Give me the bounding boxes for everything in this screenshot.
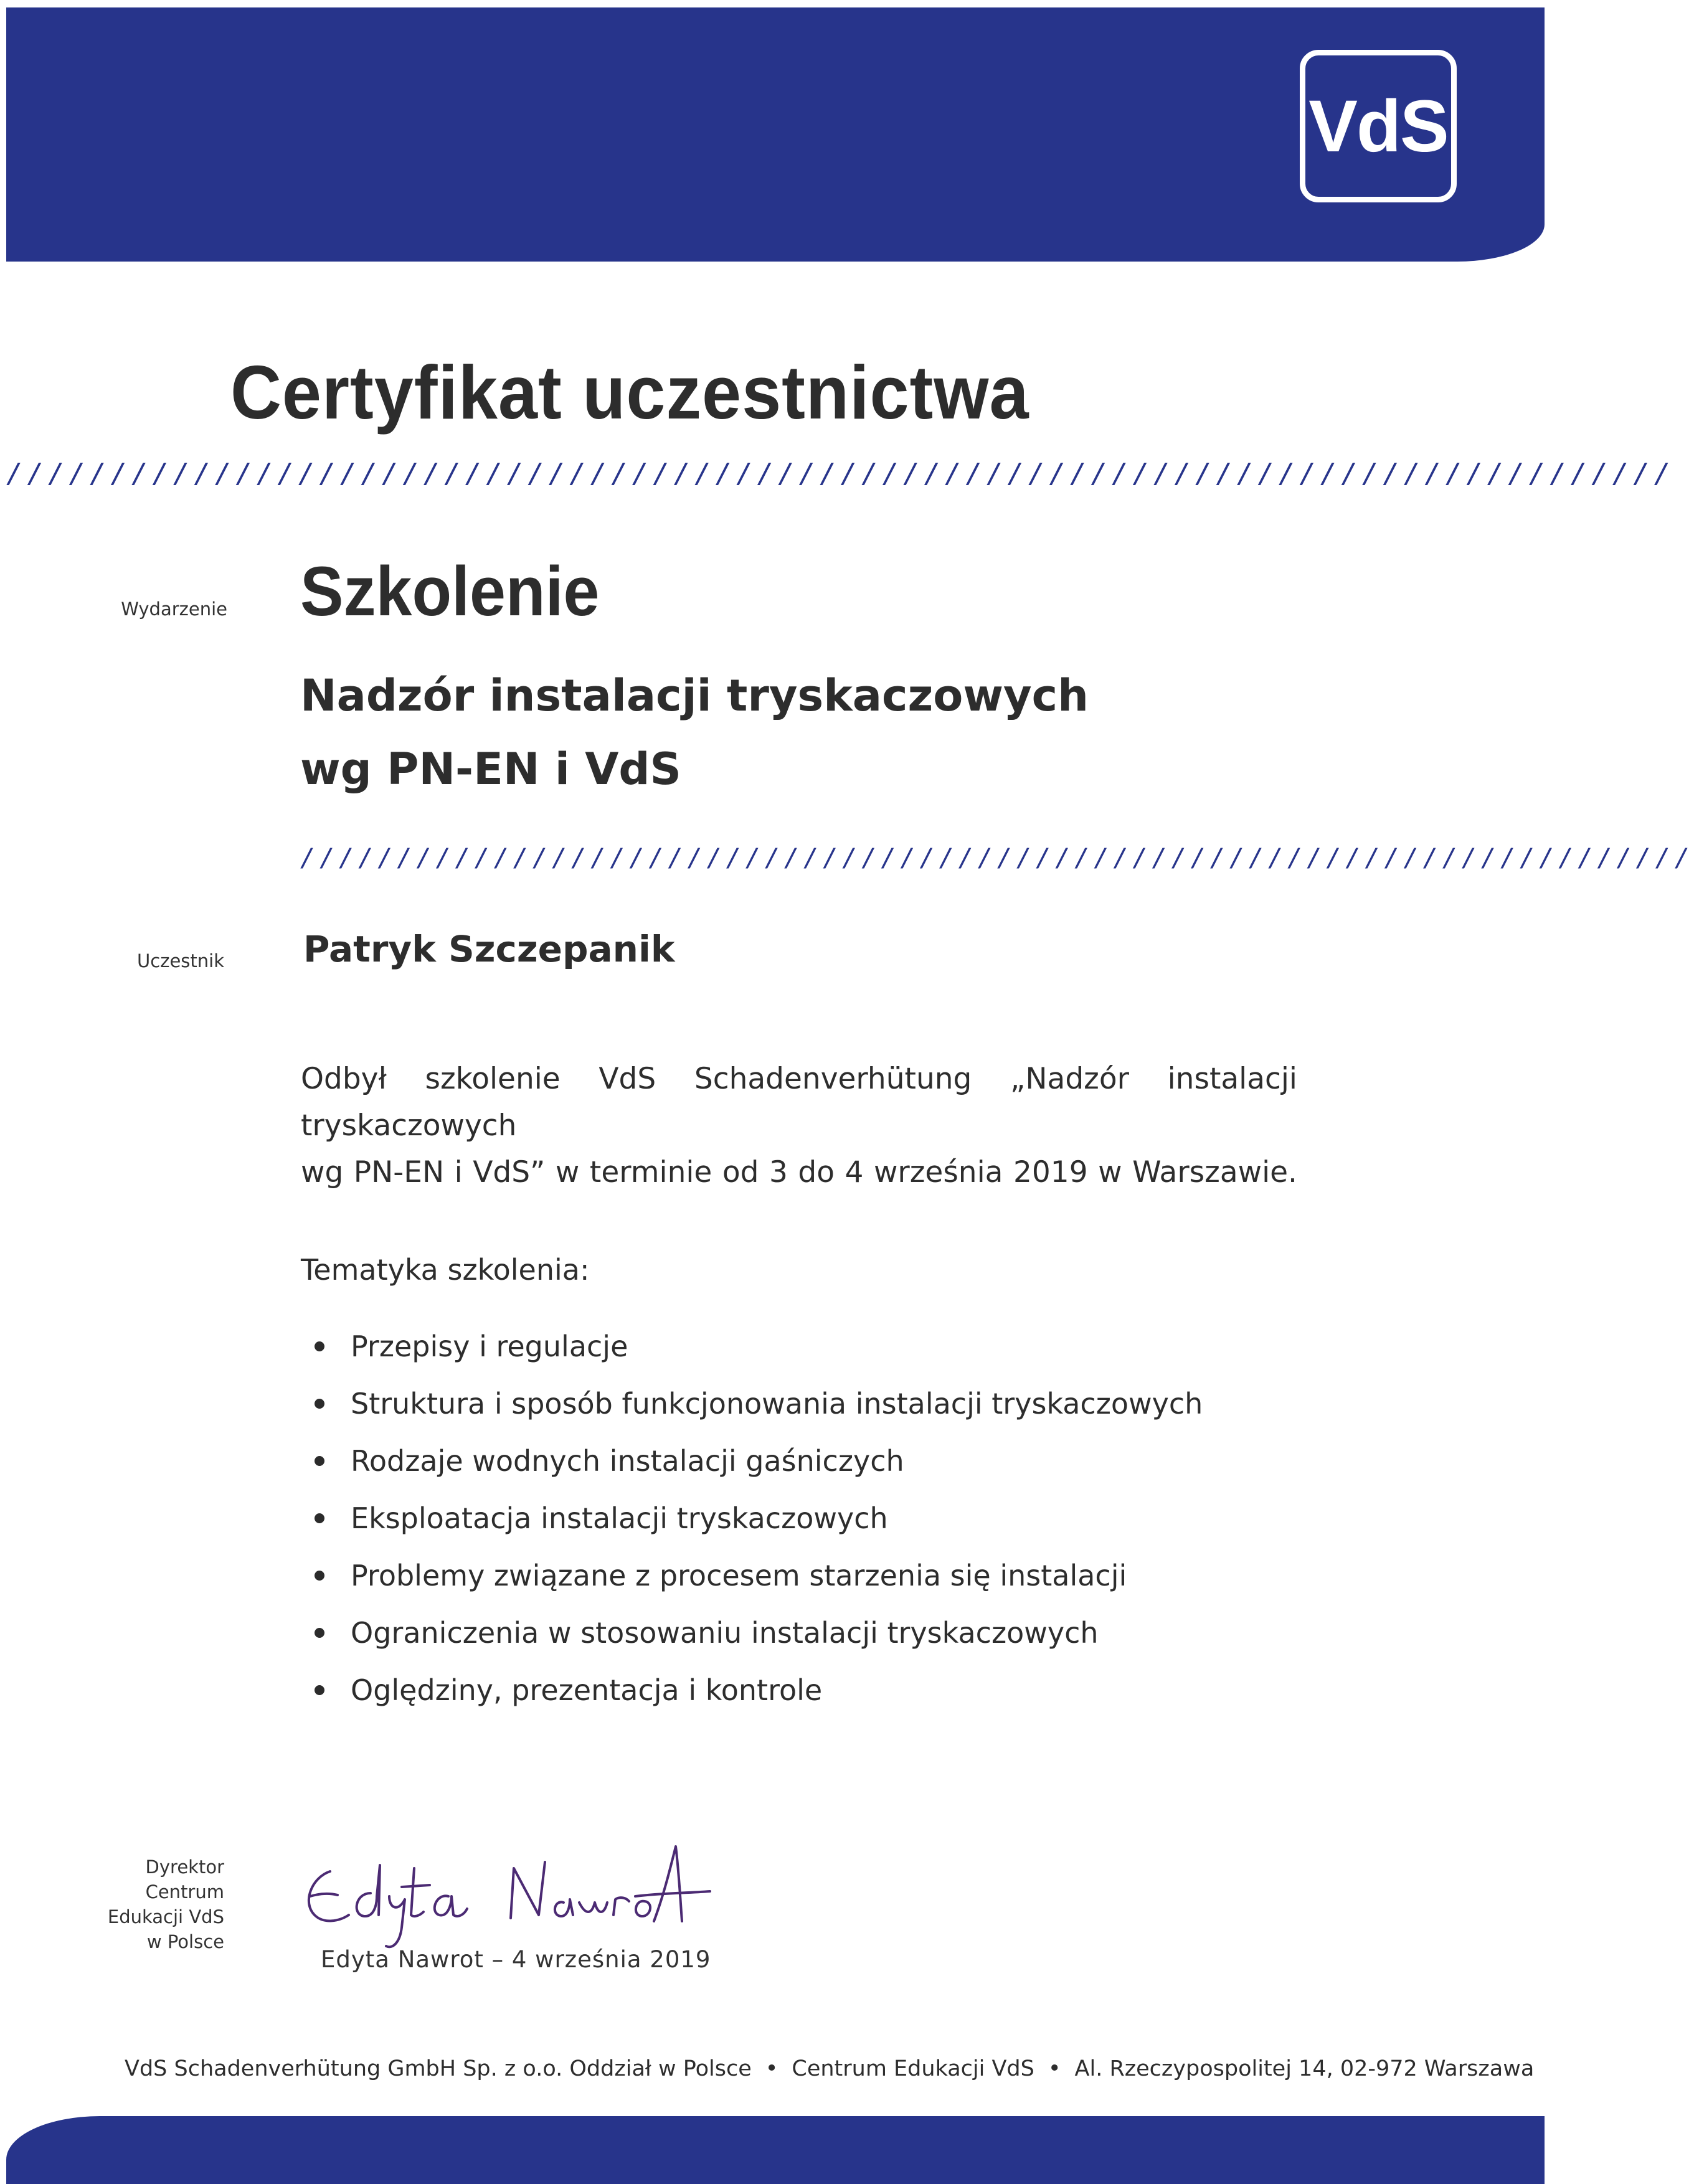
certificate-title: Certyfikat uczestnictwa <box>230 350 1029 435</box>
event-name-line2: wg PN-EN i VdS <box>300 744 681 795</box>
slash-divider-top: //////////////////////////////////////////////////////////////////////////////// <box>6 458 1675 489</box>
event-name-line1: Nadzór instalacji tryskaczowych <box>300 670 1089 721</box>
list-item: Problemy związane z procesem starzenia się instalacji <box>311 1558 1203 1615</box>
vds-logo <box>1300 50 1457 202</box>
description-line2: wg PN-EN i VdS” w terminie od 3 do 4 września 2019 w Warszawie. <box>301 1155 1297 1189</box>
signatory-role <box>87 1855 224 1954</box>
footer-band <box>6 2116 1545 2184</box>
role-line1: Dyrektor <box>145 1856 224 1878</box>
list-item: Ograniczenia w stosowaniu instalacji tryskaczowych <box>311 1615 1203 1673</box>
participant-name: Patryk Szczepanik <box>303 928 675 970</box>
slash-divider-middle: //////////////////////////////////////////////////////////////////////// <box>300 844 1694 872</box>
participant-label: Uczestnik <box>137 950 224 971</box>
signer-name-date: Edyta Nawrot – 4 września 2019 <box>321 1946 711 1973</box>
footer-street: Al. Rzeczypospolitej 14, 02-972 Warszawa <box>1074 2056 1535 2081</box>
topics-list <box>311 1329 1203 1730</box>
training-description <box>301 1056 1297 1196</box>
footer-address <box>125 2056 1534 2081</box>
topics-heading: Tematyka szkolenia: <box>301 1253 590 1287</box>
event-type: Szkolenie <box>300 552 600 630</box>
footer-separator: • <box>1048 2056 1061 2081</box>
description-line1: Odbył szkolenie VdS Schadenverhütung „Nadzór instalacji tryskaczowych <box>301 1062 1297 1143</box>
list-item: Przepisy i regulacje <box>311 1329 1203 1386</box>
list-item: Struktura i sposób funkcjonowania instalacji tryskaczowych <box>311 1386 1203 1444</box>
vds-logo-text: VdS <box>1308 85 1448 168</box>
role-line2: Centrum <box>145 1881 224 1903</box>
footer-separator: • <box>765 2056 778 2081</box>
list-item: Eksploatacja instalacji tryskaczowych <box>311 1501 1203 1558</box>
role-line4: w Polsce <box>146 1931 224 1952</box>
event-name <box>300 659 1089 806</box>
event-label: Wydarzenie <box>121 598 227 620</box>
role-line3: Edukacji VdS <box>107 1906 224 1927</box>
footer-center: Centrum Edukacji VdS <box>792 2056 1034 2081</box>
list-item: Oględziny, prezentacja i kontrole <box>311 1673 1203 1730</box>
list-item: Rodzaje wodnych instalacji gaśniczych <box>311 1444 1203 1501</box>
footer-company: VdS Schadenverhütung GmbH Sp. z o.o. Oddział w Polsce <box>125 2056 752 2081</box>
handwritten-signature <box>286 1834 710 1959</box>
